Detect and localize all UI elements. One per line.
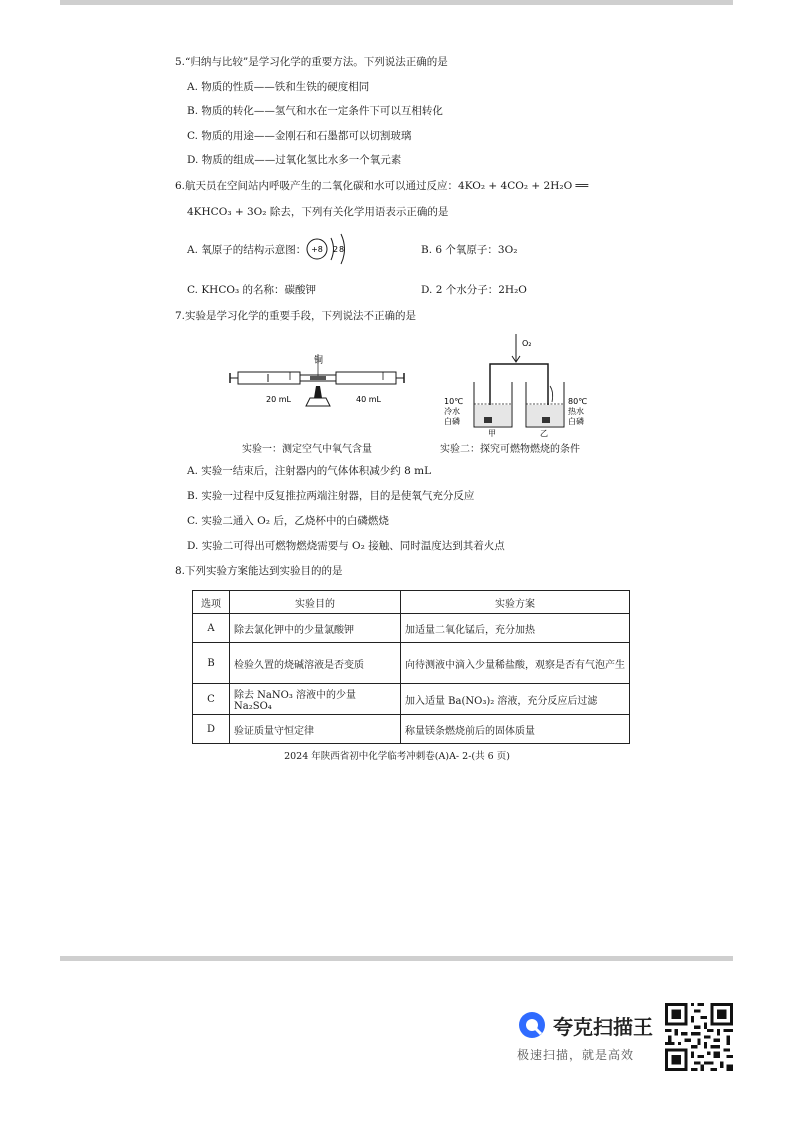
q5-option-d: D. 物质的组成——过氧化氢比水多一个氧元素 [187, 154, 402, 166]
brand-logo-icon [517, 1010, 547, 1040]
brand-name: 夸克扫描王 [553, 1014, 653, 1039]
label-yi: 乙 [540, 429, 548, 437]
q6-option-b: B. 6 个氧原子：3O₂ [421, 244, 518, 256]
page-footer: 2024 年陕西省初中化学临考冲刺卷(A)A- 2-(共 6 页) [284, 751, 510, 762]
experiment2-figure [440, 332, 600, 437]
table-cell: 加适量二氧化锰后，充分加热 [401, 614, 630, 643]
q7-stem: 7.实验是学习化学的重要手段，下列说法不正确的是 [175, 310, 417, 322]
experiment-table [192, 590, 630, 744]
table-cell: 除去氯化钾中的少量氯酸钾 [230, 614, 401, 643]
table-cell: B [193, 643, 230, 684]
table-row [193, 643, 630, 684]
q5-option-c: C. 物质的用途——金刚石和石墨都可以切割玻璃 [187, 130, 412, 142]
table-cell: A [193, 614, 230, 643]
atom-shell1-count: 2 [333, 245, 339, 254]
table-cell: 检验久置的烧碱溶液是否变质 [230, 643, 401, 684]
experiment2-caption: 实验二：探究可燃物燃烧的条件 [440, 444, 580, 455]
table-cell: 加入适量 Ba(NO₃)₂ 溶液，充分反应后过滤 [401, 684, 630, 715]
label-40ml: 40 mL [356, 395, 381, 404]
q6-stem-line2: 4KHCO₃ + 3O₂ 除去，下列有关化学用语表示正确的是 [187, 206, 449, 218]
label-white-phosphorus-1: 白磷 [444, 417, 460, 426]
top-divider [60, 0, 733, 5]
table-cell: 除去 NaNO₃ 溶液中的少量 Na₂SO₄ [230, 684, 401, 715]
label-jia: 甲 [488, 429, 496, 437]
q5-stem: 5.“归纳与比较”是学习化学的重要方法。下列说法正确的是 [175, 56, 448, 68]
scanner-brand [517, 1010, 653, 1063]
q5-option-b: B. 物质的转化——氢气和水在一定条件下可以互相转化 [187, 105, 443, 117]
atom-nucleus-label: +8 [311, 245, 323, 254]
q7-option-d: D. 实验二可得出可燃物燃烧需要与 O₂ 接触、同时温度达到其着火点 [187, 540, 505, 552]
atom-shell2-count: 8 [339, 245, 345, 254]
table-row [193, 614, 630, 643]
oxygen-atom-diagram [300, 232, 360, 266]
label-o2: O₂ [522, 339, 532, 348]
table-header-row [193, 591, 630, 614]
brand-slogan: 极速扫描，就是高效 [517, 1048, 635, 1062]
label-cold-water: 冷水 [444, 407, 460, 416]
q7-option-b: B. 实验一过程中反复推拉两端注射器，目的是使氧气充分反应 [187, 490, 475, 502]
label-20ml: 20 mL [266, 395, 291, 404]
label-hot-water: 热水 [568, 407, 584, 416]
q6-option-d: D. 2 个水分子：2H₂O [421, 284, 527, 296]
experiment1-figure [228, 350, 408, 425]
label-copper: 铜 [314, 356, 324, 366]
q6-option-a: A. 氧原子的结构示意图： [187, 244, 307, 256]
q7-option-c: C. 实验二通入 O₂ 后，乙烧杯中的白磷燃烧 [187, 515, 389, 527]
q7-option-a: A. 实验一结束后，注射器内的气体体积减少约 8 mL [187, 465, 432, 477]
q6-option-c: C. KHCO₃ 的名称：碳酸钾 [187, 284, 317, 296]
experiment1-caption: 实验一：测定空气中氧气含量 [242, 444, 372, 455]
q6-stem-line1: 6.航天员在空间站内呼吸产生的二氧化碳和水可以通过反应：4KO₂ + 4CO₂ + 2H₂O ══ [175, 180, 589, 192]
table-cell: C [193, 684, 230, 715]
label-white-phosphorus-2: 白磷 [568, 417, 584, 426]
table-cell: 向待测液中滴入少量稀盐酸，观察是否有气泡产生 [401, 643, 630, 684]
table-cell: 验证质量守恒定律 [230, 715, 401, 744]
table-row [193, 684, 630, 715]
table-cell: 称量镁条燃烧前后的固体质量 [401, 715, 630, 744]
table-header: 实验目的 [230, 591, 401, 614]
table-cell: D [193, 715, 230, 744]
qr-code-icon [665, 1003, 733, 1071]
label-10c: 10℃ [444, 397, 464, 406]
table-row [193, 715, 630, 744]
table-header: 选项 [193, 591, 230, 614]
label-80c: 80℃ [568, 397, 588, 406]
q8-stem: 8.下列实验方案能达到实验目的的是 [175, 565, 343, 577]
table-header: 实验方案 [401, 591, 630, 614]
bottom-divider [60, 956, 733, 961]
q5-option-a: A. 物质的性质——铁和生铁的硬度相同 [187, 81, 370, 93]
